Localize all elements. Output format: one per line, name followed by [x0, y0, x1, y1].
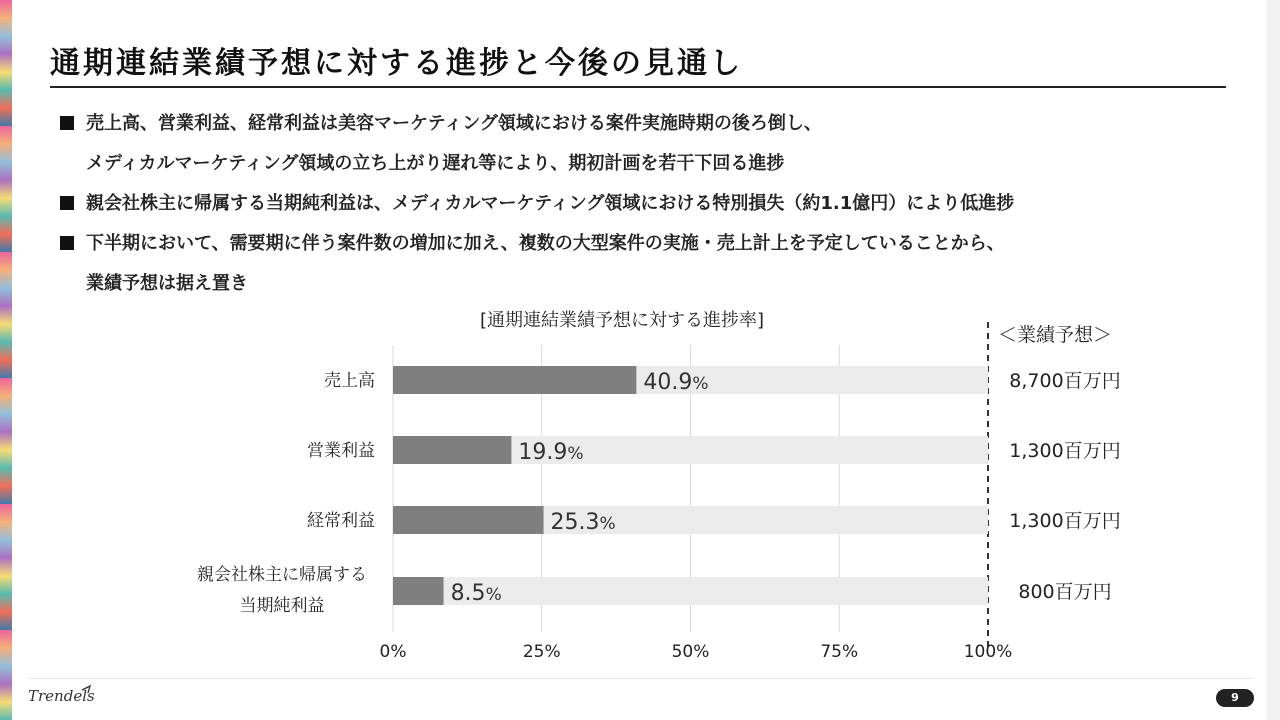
data-label: 8.5%	[450, 581, 502, 606]
category-label: 営業利益	[307, 441, 375, 461]
forecast-value: 800百万円	[1018, 581, 1112, 603]
category-label: 売上高	[324, 371, 375, 391]
x-tick-label: 75%	[820, 642, 859, 662]
progress-bar	[393, 577, 444, 605]
forecast-value: 1,300百万円	[1009, 510, 1121, 532]
progress-bar	[393, 366, 636, 394]
forecast-value: 1,300百万円	[1009, 440, 1121, 462]
bullet-text: 親会社株主に帰属する当期純利益は、メディカルマーケティング領域における特別損失（約1.1億円）により低進捗	[86, 193, 1015, 214]
chart-title: [通期連結業績予想に対する進捗率]	[480, 310, 765, 331]
x-tick-label: 25%	[522, 642, 561, 662]
x-tick-label: 100%	[963, 642, 1013, 662]
forecast-header: ＜業績予想＞	[998, 324, 1113, 346]
category-label: 経常利益	[307, 511, 375, 531]
category-label: 当期純利益	[239, 596, 325, 616]
bullet-text: 業績予想は据え置き	[86, 273, 248, 294]
page-number: 9	[1216, 689, 1254, 707]
data-label: 40.9%	[643, 370, 709, 395]
progress-bar	[393, 436, 511, 464]
page-title: 通期連結業績予想に対する進捗と今後の見通し	[50, 46, 743, 81]
progress-bar	[393, 506, 544, 534]
bullet-text: 下半期において、需要期に伴う案件数の増加に加え、複数の大型案件の実施・売上計上を予定していることから、	[86, 233, 1005, 254]
data-label: 19.9%	[518, 440, 584, 465]
bullet-text: 売上高、営業利益、経常利益は美容マーケティング領域における案件実施時期の後ろ倒し、	[86, 113, 822, 134]
forecast-value: 8,700百万円	[1009, 370, 1121, 392]
bullet-text: メディカルマーケティング領域の立ち上がり遅れ等により、期初計画を若干下回る進捗	[86, 153, 785, 174]
trendels-logo-icon	[28, 684, 98, 708]
data-label: 25.3%	[550, 510, 616, 535]
company-logo	[28, 684, 98, 712]
x-tick-label: 50%	[671, 642, 710, 662]
x-tick-label: 0%	[379, 642, 407, 662]
footer-divider	[28, 678, 1254, 679]
svg-text:Trendels: Trendels	[28, 687, 95, 705]
category-label: 親会社株主に帰属する	[197, 565, 367, 585]
